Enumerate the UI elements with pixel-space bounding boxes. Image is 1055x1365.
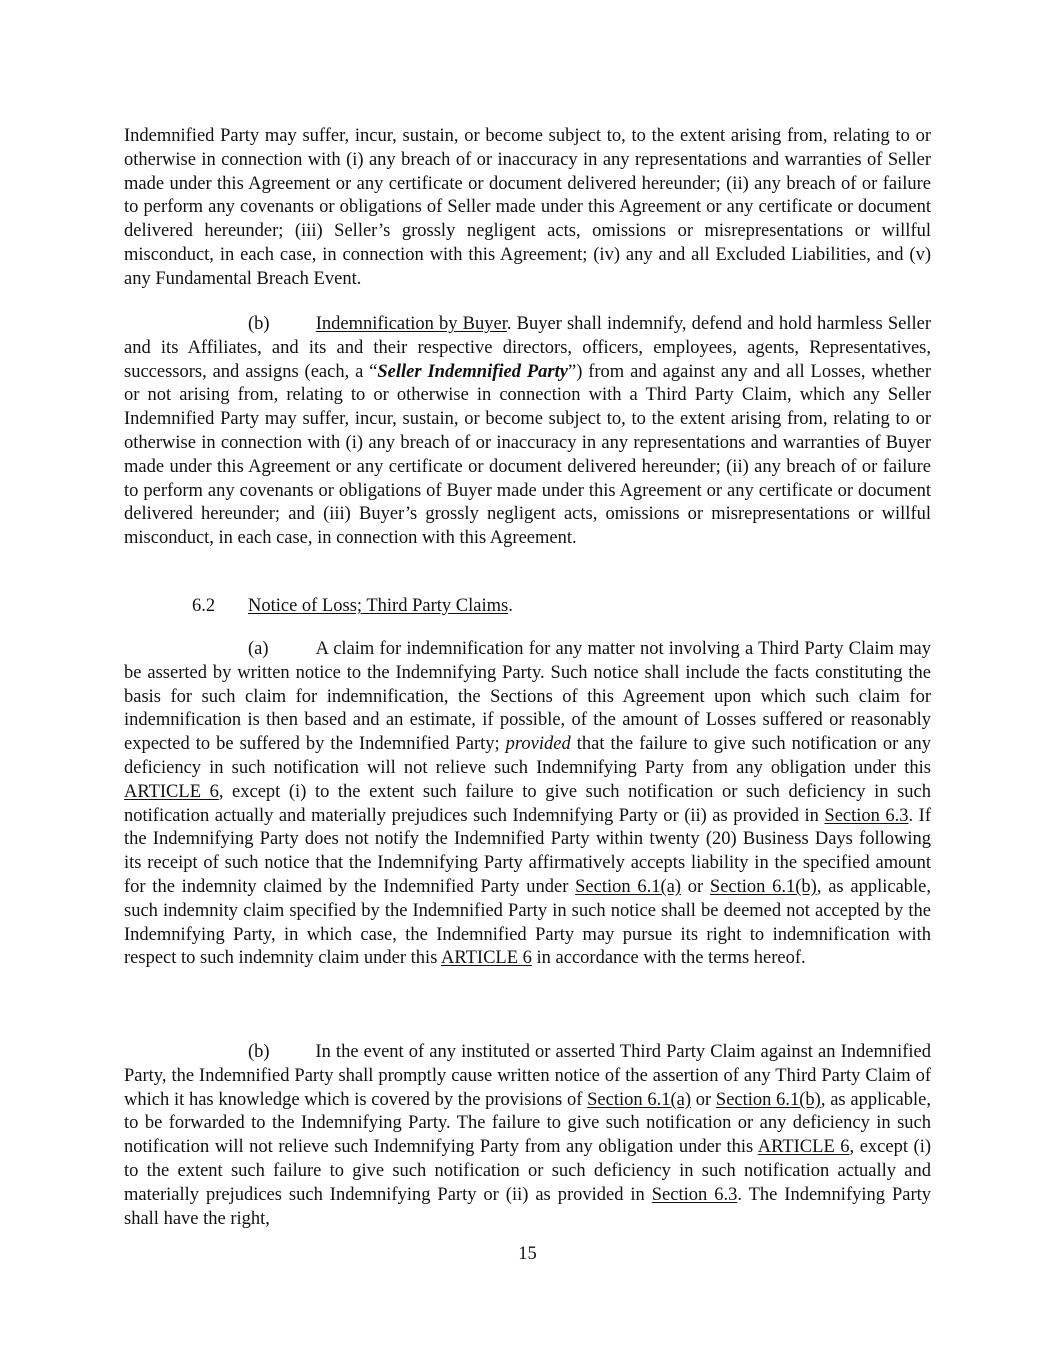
cross-reference: Section 6.3 [824, 805, 909, 826]
clause-heading: Indemnification by Buyer [315, 314, 507, 334]
paragraph-6-2-b [124, 1041, 931, 1231]
paragraph-text: Indemnified Party may suffer, incur, sustain, or become subject to, to the extent arising from, relating to or otherwise in connection with (i) any breach of or inaccuracy in any representations and warranties of Seller made under this Agreement or any certificate or document delivered hereunder; (ii) any breach of or failure to perform any covenants or obligations of Seller made under this Agreement or any certificate or document delivered hereunder; (iii) Seller’s grossly negligent acts, omissions or misrepresentations or willful misconduct, in each case, in connection with this Agreement; (iv) any and all Excluded Liabilities, and (v) any Fundamental Breach Event. [124, 126, 931, 289]
paragraph-text [124, 313, 931, 551]
text-run: . If the Indemnifying Party does not notify the Indemnified Party within twenty (20) Business Days following its receipt of such notice that the Indemnifying Party affirmatively accepts liability in the specified amount for the indemnity claimed by the Indemnified Party under [124, 805, 931, 897]
cross-reference: Section 6.1(b) [715, 1089, 821, 1110]
cross-reference: Section 6.1(b) [709, 876, 817, 897]
section-number: 6.2 [192, 596, 216, 616]
cross-reference: ARTICLE 6 [757, 1137, 850, 1158]
cross-reference: Section 6.1(a) [587, 1089, 692, 1110]
defined-term: Seller Indemnified Party [377, 361, 568, 382]
text-run: . Buyer shall indemnify, defend and hold harmless Seller and its Affiliates, and its and their respective directors, officers, employees, agents, Representatives, successors, and assigns (each, a “ [124, 314, 931, 382]
paragraph-6-2-a [124, 638, 931, 971]
paragraph-text [124, 1041, 931, 1231]
text-run: ”) from and against any and all Losses, whether or not arising from, relating to or otherwise in connection with a Third Party Claim, which any Seller Indemnified Party may suffer, incur, sustain, or become subject to, to the extent arising from, relating to or otherwise in connection with (i) any breach of or inaccuracy in any representations and warranties of Buyer made under this Agreement or any certificate or document delivered hereunder; (ii) any breach of or failure to perform any covenants or obligations of Buyer made under this Agreement or any certificate or document delivered hereunder; and (iii) Buyer’s grossly negligent acts, omissions or misrepresentations or willful misconduct, in each case, in connection with this Agreement. [124, 361, 931, 549]
cross-reference: Section 6.1(a) [575, 876, 681, 897]
text-run: in accordance with the terms hereof. [531, 948, 806, 969]
cross-reference: ARTICLE 6 [124, 781, 219, 802]
emphasis-text: provided [505, 734, 571, 755]
text-run: , except (i) to the extent such failure to give such notification or such deficiency in such notification actually and materially prejudices such Indemnifying Party or (ii) as provided in [124, 781, 931, 826]
text-run: or [681, 876, 710, 897]
text-run: . The Indemnifying Party shall have the right, [124, 1184, 931, 1229]
text-run: A claim for indemnification for any matter not involving a Third Party Claim may be asserted by written notice to the Indemnifying Party. Such notice shall include the facts constituting the basis for such claim for indemnification, the Sections of this Agreement upon which such claim for indemnification is then based and an estimate, if possible, of the amount of Losses suffered or reasonably expected to be suffered by the Indemnified Party; [124, 639, 931, 755]
text-run: or [691, 1089, 716, 1110]
clause-label: (b) [248, 314, 270, 334]
text-run: , as applicable, such indemnity claim specified by the Indemnified Party in such notice shall be deemed not accepted by the Indemnifying Party, in which case, the Indemnified Party may pursue its right to indemnification with respect to such indemnity claim under this [124, 876, 932, 969]
text-run: , except (i) to the extent such failure to give such notification or such deficiency in such notification actually and materially prejudices such Indemnifying Party or (ii) as provided in [124, 1137, 931, 1205]
text-run: . [508, 596, 513, 616]
paragraph-text [124, 638, 931, 971]
text-run: , as applicable, to be forwarded to the Indemnifying Party. The failure to give such notification or any deficiency in such notification will not relieve such Indemnifying Party from any obligation under this [124, 1089, 931, 1158]
text-run: In the event of any instituted or asserted Third Party Claim against an Indemnified Party, the Indemnified Party shall promptly cause written notice of the assertion of any Third Party Claim of which it has knowledge which is covered by the provisions of [124, 1042, 931, 1110]
page-number: 15 [518, 1244, 537, 1264]
paragraph-6-1-b [124, 313, 931, 551]
cross-reference: ARTICLE 6 [441, 948, 532, 969]
section-6-2-heading [124, 595, 931, 619]
clause-label: (a) [248, 639, 269, 659]
clause-label: (b) [248, 1042, 270, 1062]
cross-reference: Section 6.3 [651, 1184, 738, 1205]
section-title: Notice of Loss; Third Party Claims [248, 596, 509, 616]
paragraph-6-1-a-continuation [124, 125, 931, 292]
text-run: that the failure to give such notification or any deficiency in such notification will not relieve such Indemnifying Party from any obligation under this [124, 734, 932, 778]
